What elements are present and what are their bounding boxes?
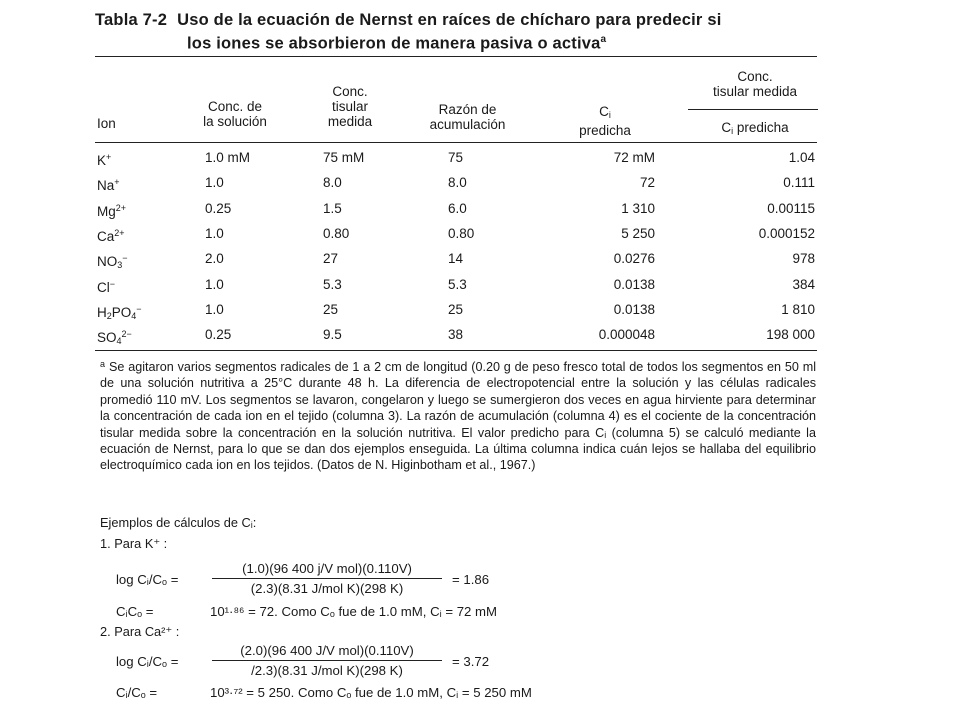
footnote-mark: a xyxy=(100,359,106,369)
example-ca-lhs: log Cᵢ/Cₒ = xyxy=(116,654,179,669)
header-ratio-bottom: $C_i$ predicha xyxy=(721,120,789,136)
cell-ratio: 1 810 xyxy=(781,301,815,317)
cell-sol: 1.0 xyxy=(205,301,224,317)
header-conc-solucion: Conc. de la solución xyxy=(203,99,267,129)
header-ratio-top: Conc. tisular medida xyxy=(712,69,798,99)
cell-sol: 0.25 xyxy=(205,200,232,216)
example-ca-line2-lhs: Cᵢ/Cₒ = xyxy=(116,685,158,700)
cell-ratio: 0.00115 xyxy=(767,200,815,216)
cell-ratio: 384 xyxy=(792,276,815,292)
cell-ci: 72 xyxy=(639,175,655,191)
cell-ion: Na+ xyxy=(97,177,120,194)
cell-ratio: 978 xyxy=(792,251,815,267)
cell-razon: 14 xyxy=(448,251,464,267)
cell-sol: 1.0 xyxy=(205,175,224,191)
cell-ion: $SO_4^{2-}$ xyxy=(97,329,132,347)
cell-razon: 25 xyxy=(448,301,464,317)
cell-sol: 0.25 xyxy=(205,327,232,343)
cell-razon: 75 xyxy=(448,150,464,165)
examples-heading: Ejemplos de cálculos de Cᵢ: xyxy=(100,515,257,530)
table-title xyxy=(95,10,835,54)
header-razon-acumulacion: Razón de acumulación xyxy=(429,102,506,132)
cell-ion: $Mg^{2+}$ xyxy=(97,202,127,219)
cell-ion: Cl− xyxy=(97,278,116,295)
cell-ci: 5 250 xyxy=(621,225,655,241)
example-k-lhs: log Cᵢ/Cₒ = xyxy=(116,572,179,587)
top-rule xyxy=(95,56,817,57)
cell-tis: 0.80 xyxy=(323,225,350,241)
cell-ion: $Ca^{2+}$ xyxy=(97,227,125,244)
cell-razon: 38 xyxy=(448,327,464,343)
example-k-line2-lhs: CᵢCₒ = xyxy=(116,604,154,619)
cell-ion: $NO_3^-$ xyxy=(97,253,128,271)
header-ratio-fraction-line xyxy=(688,109,818,110)
example-ca-heading: 2. Para Ca²⁺ : xyxy=(100,624,180,639)
cell-ci: 0.0276 xyxy=(613,251,655,267)
cell-ratio: 198 000 xyxy=(766,327,815,343)
example-ca-numerator: (2.0)(96 400 J/V mol)(0.110V) xyxy=(212,643,442,661)
cell-razon: 8.0 xyxy=(448,175,467,191)
cell-ratio: 1.04 xyxy=(788,150,815,165)
cell-sol: 1.0 mM xyxy=(205,150,251,165)
example-k-fraction xyxy=(212,561,442,596)
cell-tis: 5.3 xyxy=(323,276,342,292)
header-ci-predicha: $C_i$ predicha xyxy=(579,104,631,138)
table-number: Tabla 7-2 xyxy=(95,11,168,29)
cell-sol: 1.0 xyxy=(205,225,224,241)
cell-ci: 0.0138 xyxy=(613,276,655,292)
cell-razon: 6.0 xyxy=(448,200,467,216)
cell-tis: 27 xyxy=(323,251,339,267)
cell-razon: 5.3 xyxy=(448,276,467,292)
cell-ratio: 0.111 xyxy=(783,175,815,191)
example-ca-denominator: /2.3)(8.31 J/mol K)(298 K) xyxy=(251,663,403,678)
cell-ci: 0.0138 xyxy=(613,301,655,317)
cell-tis: 1.5 xyxy=(323,200,342,216)
cell-tis: 9.5 xyxy=(323,327,342,343)
cell-ion: $H_2PO_4^-$ xyxy=(97,303,142,321)
cell-sol: 2.0 xyxy=(205,251,224,267)
cell-tis: 8.0 xyxy=(323,175,342,191)
cell-ratio: 0.000152 xyxy=(758,225,815,241)
example-ca-line2: 10³·⁷² = 5 250. Como Cₒ fue de 1.0 mM, Cᵢ = 5 250 mM xyxy=(210,685,532,700)
cell-ci: 72 mM xyxy=(613,150,655,165)
cell-razon: 0.80 xyxy=(448,225,475,241)
cell-tis: 75 mM xyxy=(323,150,365,165)
cell-ci: 1 310 xyxy=(621,200,655,216)
footnote-text: Se agitaron varios segmentos radicales de 1 a 2 cm de longitud (0.20 g de peso fresco total de todos los segmentos en 50 ml de una solución nutritiva a 25°C durante 48 h. La diferencia de electropotencial entre la solución y las células radicales promedió 110 mV. Los segmentos se lavaron, congelaron y luego se sumergieron dos veces en agua hirviente para determinar la concentración de cada ion en el tejido (columna 3). La razón de acumulación (columna 4) es el cociente de la concentración tisular medida sobre la concentración en la solución nutritiva. El valor predicho para Cᵢ (columna 5) se calculó mediante la ecuación de Nernst, para lo que se dan dos ejemplos enseguida. La última columna indica cuán lejos se hallaba del equilibrio electroquímico cada ion en los tejidos. (Datos de N. Higinbotham et al., 1967.) xyxy=(100,360,816,473)
bottom-rule xyxy=(95,350,817,351)
example-ca-result: = 3.72 xyxy=(452,654,490,669)
header-conc-tisular: Conc. tisular medida xyxy=(327,84,373,129)
example-k-result: = 1.86 xyxy=(452,572,490,587)
cell-tis: 25 xyxy=(323,301,339,317)
example-k-heading: 1. Para K⁺ : xyxy=(100,536,168,551)
example-ca-fraction xyxy=(212,643,442,678)
table-footnote xyxy=(100,356,816,474)
example-k-line2: 10¹·⁸⁶ = 72. Como Cₒ fue de 1.0 mM, Cᵢ = 72 mM xyxy=(210,604,498,619)
cell-ci: 0.000048 xyxy=(598,327,655,343)
example-k-numerator: (1.0)(96 400 j/V mol)(0.110V) xyxy=(212,561,442,579)
example-k-denominator: (2.3)(8.31 J/mol K)(298 K) xyxy=(250,581,404,596)
cell-sol: 1.0 xyxy=(205,276,224,292)
title-note-mark: a xyxy=(600,34,607,45)
title-line-1: Uso de la ecuación de Nernst en raíces de chícharo para predecir si xyxy=(177,11,722,29)
title-line-2: los iones se absorbieron de manera pasiva o activa xyxy=(187,34,601,53)
cell-ion: K+ xyxy=(97,152,112,168)
header-rule xyxy=(95,142,817,143)
header-ion: Ion xyxy=(97,116,116,131)
